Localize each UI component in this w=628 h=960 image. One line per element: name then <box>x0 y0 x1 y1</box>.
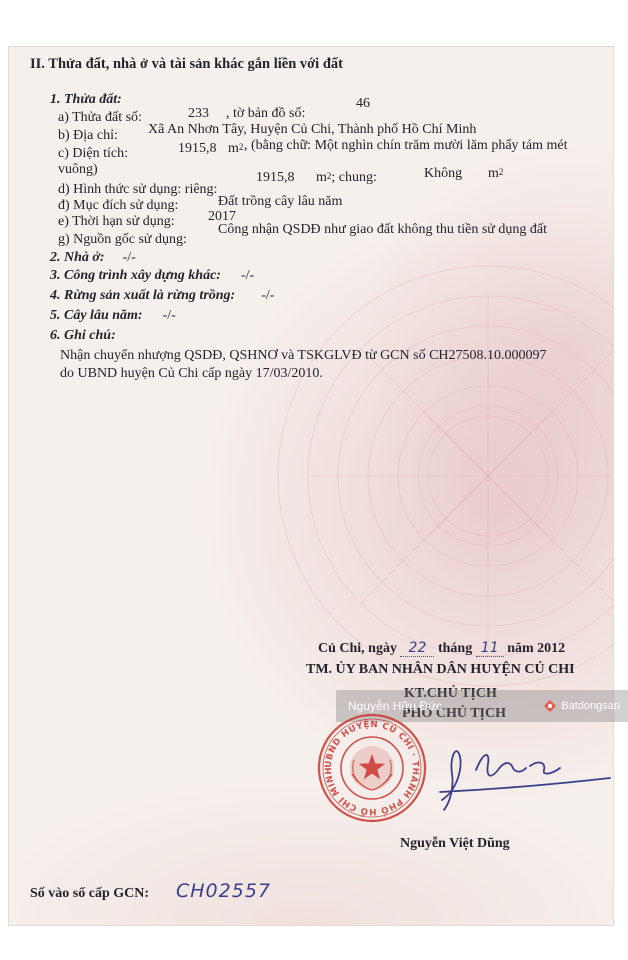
official-seal-icon <box>316 712 428 824</box>
registry-value: CH02557 <box>176 880 271 902</box>
area-unit: $m^2$ <box>228 141 244 156</box>
term-value: 2017 <box>208 209 236 224</box>
notes-line-1: Nhận chuyển nhượng QSDĐ, QSHNƠ và TSKGLVĐ từ GCN số CH27508.10.000097 <box>60 348 547 363</box>
registry-label: Số vào sổ cấp GCN: <box>30 886 150 901</box>
other-works-row: 3. Công trình xây dựng khác: -/- <box>50 268 255 283</box>
purpose-label: đ) Mục đích sử dụng: <box>58 198 179 213</box>
watermark-author: Nguyễn Hữu Đức <box>348 699 443 713</box>
signing-month: 11 <box>476 640 504 657</box>
kt-chairman: KT.CHỦ TỊCH <box>404 686 497 701</box>
parcel-number-value: 233 <box>188 106 209 121</box>
notes-line-2: do UBND huyện Củ Chi cấp ngày 17/03/2010. <box>60 366 323 381</box>
parcel-heading: 1. Thửa đất: <box>50 92 122 107</box>
vice-chairman-title: PHÓ CHỦ TỊCH <box>402 706 506 721</box>
forest-row: 4. Rừng sản xuất là rừng trồng: -/- <box>50 288 275 303</box>
perennial-row: 5. Cây lâu năm: -/- <box>50 308 176 323</box>
notes-label: 6. Ghi chú: <box>50 328 116 343</box>
area-in-words: , (bằng chữ: Một nghìn chín trăm mười lăm phẩy tám mét <box>244 138 568 153</box>
signing-date: Củ Chi, ngày 22 tháng 11 năm 2012 <box>318 640 566 656</box>
common-area-value: Không <box>424 166 463 181</box>
section-title: II. Thửa đất, nhà ở và tài sản khác gắn liền với đất <box>30 56 343 72</box>
area-label: c) Diện tích: <box>58 146 128 161</box>
issuing-authority: TM. ỦY BAN NHÂN DÂN HUYỆN CỦ CHI <box>306 662 575 677</box>
watermark-brand: Batdongsan <box>543 699 620 713</box>
address-label: b) Địa chỉ: <box>58 128 118 143</box>
signature-icon <box>420 730 620 820</box>
signing-day: 22 <box>400 640 434 657</box>
parcel-number-label: a) Thửa đất số: <box>58 110 142 125</box>
address-value: Xã An Nhơn Tây, Huyện Củ Chi, Thành phố Hồ Chí Minh <box>148 122 477 137</box>
map-sheet-value: 46 <box>356 96 370 111</box>
common-area-unit: $m^2$ <box>488 166 504 181</box>
map-sheet-label: , tờ bản đồ số: <box>226 106 306 121</box>
area-in-words-cont: vuông) <box>58 162 98 177</box>
private-area-unit: $m^2$; chung: <box>316 170 377 185</box>
origin-value: Công nhận QSDĐ như giao đất không thu tiền sử dụng đất <box>218 222 547 237</box>
private-area-value: 1915,8 <box>256 170 295 185</box>
signer-name: Nguyễn Việt Dũng <box>400 836 510 851</box>
term-label: e) Thời hạn sử dụng: <box>58 214 175 229</box>
seal-text: UBND HUYỆN CỦ CHI · THÀNH PHỐ HỒ CHÍ MINH <box>323 719 421 817</box>
origin-label: g) Nguồn gốc sử dụng: <box>58 232 187 247</box>
purpose-value: Đất trồng cây lâu năm <box>218 194 343 209</box>
usage-form-label: d) Hình thức sử dụng: riêng: <box>58 182 218 197</box>
area-value: 1915,8 <box>178 141 217 156</box>
brand-logo-icon <box>543 699 557 713</box>
scan-margin <box>0 0 628 46</box>
house-row: 2. Nhà ở: -/- <box>50 250 136 265</box>
